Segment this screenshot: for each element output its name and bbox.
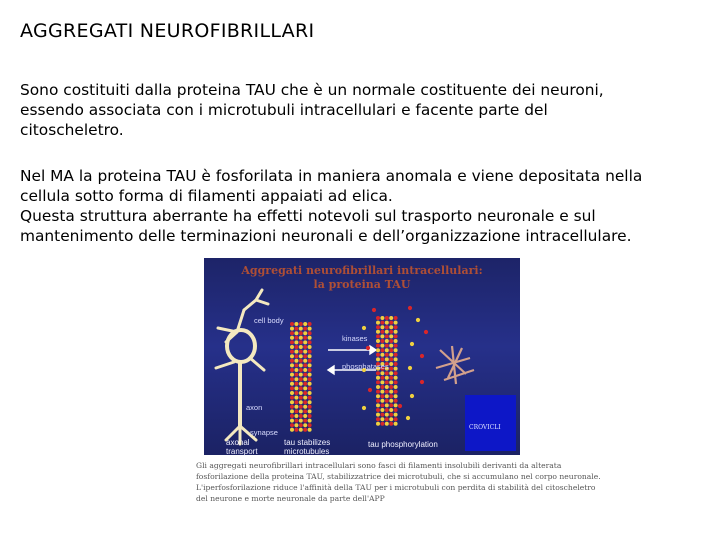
microtubule-bead <box>385 348 389 352</box>
microtubule-bead <box>376 399 380 403</box>
neuron-illustration <box>216 290 268 444</box>
microtubule-bead <box>303 423 307 427</box>
microtubule-bead <box>294 363 298 367</box>
microtubule-bead <box>385 344 389 348</box>
label-tau-phosphorylation: tau phosphorylation <box>368 440 438 449</box>
microtubule-bead <box>308 391 312 395</box>
microtubule-bead <box>294 423 298 427</box>
tau-bead <box>398 404 402 408</box>
microtubule-bead <box>299 423 303 427</box>
microtubule-bead <box>394 408 398 412</box>
microtubule-bead <box>389 367 393 371</box>
microtubule-bead <box>308 354 312 358</box>
microtubule-bead <box>380 321 384 325</box>
microtubule-bead <box>385 417 389 421</box>
microtubule-bead <box>303 373 307 377</box>
microtubule-bead <box>394 353 398 357</box>
microtubule-bead <box>389 413 393 417</box>
microtubule-bead <box>294 396 298 400</box>
dendrite <box>216 362 234 368</box>
tau-bead <box>408 366 412 370</box>
microtubule-bead <box>290 414 294 418</box>
microtubule-bead <box>294 377 298 381</box>
microtubule-bead <box>389 362 393 366</box>
microtubule-bead <box>308 414 312 418</box>
figure-caption <box>196 460 601 504</box>
microtubule-bead <box>294 368 298 372</box>
microtubule-bead <box>290 350 294 354</box>
microtubule-bead <box>294 322 298 326</box>
microtubule-bead <box>385 408 389 412</box>
microtubule-bead <box>380 325 384 329</box>
microtubule-bead <box>303 336 307 340</box>
microtubule-bead <box>389 348 393 352</box>
microtubule-bead <box>380 357 384 361</box>
microtubule-bead <box>389 371 393 375</box>
microtubule-bead <box>294 386 298 390</box>
microtubule-bead <box>303 322 307 326</box>
microtubule-bead <box>303 327 307 331</box>
microtubule-bead <box>376 403 380 407</box>
microtubule-bead <box>294 419 298 423</box>
microtubule-bead <box>394 385 398 389</box>
microtubule-bead <box>303 409 307 413</box>
paragraph-line: Nel MA la proteina TAU è fosforilata in maniera anomala e viene depositata nella <box>20 167 643 185</box>
microtubule-bead <box>380 394 384 398</box>
microtubule-bead <box>394 316 398 320</box>
microtubule-bead <box>376 413 380 417</box>
tau-bead <box>416 318 420 322</box>
microtubule-bead <box>376 380 380 384</box>
microtubule-bead <box>385 380 389 384</box>
microtubule-bead <box>380 417 384 421</box>
microtubule-bead <box>303 405 307 409</box>
tau-bead <box>366 346 370 350</box>
microtubule-bead <box>290 354 294 358</box>
microtubule-bead <box>299 359 303 363</box>
tau-bead <box>362 326 366 330</box>
microtubule-bead <box>376 390 380 394</box>
microtubule-bead <box>389 316 393 320</box>
label-tau-stabilizes: tau stabilizes microtubules <box>284 438 331 456</box>
microtubule-bead <box>290 391 294 395</box>
microtubule-bead <box>394 348 398 352</box>
microtubule-bead <box>299 414 303 418</box>
microtubule-bead <box>299 386 303 390</box>
microtubule-bead <box>303 345 307 349</box>
microtubule-bead <box>303 391 307 395</box>
microtubule-bead <box>385 394 389 398</box>
caption-line: fosforilazione della proteina TAU, stabilizzatrice dei microtubuli, che si accumulano nel corpo neuronale. <box>196 472 601 481</box>
microtubule-bead <box>385 376 389 380</box>
paragraph-line: citoscheletro. <box>20 121 124 139</box>
label-axon: axon <box>246 403 263 412</box>
microtubule-bead <box>394 367 398 371</box>
microtubule-bead <box>394 417 398 421</box>
microtubule-bead <box>299 354 303 358</box>
microtubule-bead <box>290 336 294 340</box>
microtubule-bead <box>294 400 298 404</box>
microtubule-bead <box>294 409 298 413</box>
paragraph-line: essendo associata con i microtubuli intracellulari e facente parte del <box>20 101 548 119</box>
microtubule-bead <box>380 408 384 412</box>
microtubule-bead <box>294 414 298 418</box>
microtubule-bead <box>299 409 303 413</box>
microtubule-bead <box>299 428 303 432</box>
microtubule-bead <box>308 345 312 349</box>
paragraph-line: cellula sotto forma di filamenti appaiati ad elica. <box>20 187 393 205</box>
microtubule-bead <box>376 325 380 329</box>
microtubule-bead <box>394 330 398 334</box>
microtubule-bead <box>385 390 389 394</box>
logo-text: CROVICLI <box>469 424 501 431</box>
microtubule-bead <box>299 331 303 335</box>
microtubule-bead <box>376 334 380 338</box>
microtubule-bead <box>380 316 384 320</box>
microtubule-bead <box>385 334 389 338</box>
microtubule-bead <box>389 344 393 348</box>
tau-bead <box>372 308 376 312</box>
microtubule-bead <box>294 391 298 395</box>
microtubule-bead <box>394 339 398 343</box>
tau-bead <box>406 416 410 420</box>
figure-title: Aggregati neurofibrillari intracellulari: <box>241 264 483 277</box>
microtubule-bead <box>308 350 312 354</box>
tau-bead <box>408 306 412 310</box>
dendrite <box>256 300 268 304</box>
paragraph-line: Sono costituiti dalla proteina TAU che è un normale costituente dei neuroni, <box>20 81 604 99</box>
microtubule-bead <box>308 428 312 432</box>
microtubule-bead <box>389 321 393 325</box>
microtubule-bead <box>294 340 298 344</box>
microtubule-bead <box>290 400 294 404</box>
page-title: AGGREGATI NEUROFIBRILLARI <box>20 20 315 42</box>
microtubule-bead <box>308 419 312 423</box>
microtubule-bead <box>290 368 294 372</box>
microtubule-bead <box>308 400 312 404</box>
microtubule-bead <box>380 330 384 334</box>
microtubule-bead <box>385 353 389 357</box>
microtubule-bead <box>294 345 298 349</box>
microtubule-bead <box>385 325 389 329</box>
microtubule-bead <box>299 336 303 340</box>
microtubule-bead <box>299 377 303 381</box>
microtubule-bead <box>303 428 307 432</box>
microtubule-bead <box>380 380 384 384</box>
microtubule-bead <box>294 428 298 432</box>
label-phosphatases: phosphatases <box>342 362 389 371</box>
microtubule-bead <box>299 350 303 354</box>
microtubule-bead <box>308 322 312 326</box>
microtubule-bead <box>299 368 303 372</box>
microtubule-bead <box>380 339 384 343</box>
microtubule-bead <box>380 353 384 357</box>
microtubule-bead <box>308 340 312 344</box>
microtubule-bead <box>394 390 398 394</box>
microtubule-bead <box>380 390 384 394</box>
microtubule-bead <box>385 385 389 389</box>
microtubule-bead <box>290 428 294 432</box>
microtubule-bead <box>290 345 294 349</box>
microtubule-bead <box>389 390 393 394</box>
microtubule-bead <box>389 330 393 334</box>
microtubule-bead <box>376 353 380 357</box>
microtubule-bead <box>376 330 380 334</box>
microtubule-bead <box>389 399 393 403</box>
microtubule-bead <box>294 354 298 358</box>
tau-figure <box>204 258 520 455</box>
dendrite <box>250 358 264 370</box>
paragraph-tau-description <box>20 80 710 140</box>
microtubule-bead <box>299 340 303 344</box>
logo-box <box>465 395 516 451</box>
microtubule-bead <box>380 422 384 426</box>
microtubule-bead <box>389 403 393 407</box>
microtubule-bead <box>385 339 389 343</box>
microtubule-bead <box>394 371 398 375</box>
microtubule-bead <box>376 371 380 375</box>
cell-body <box>227 330 255 362</box>
microtubule-bead <box>394 357 398 361</box>
microtubule-bead <box>299 363 303 367</box>
microtubule-bead <box>376 385 380 389</box>
microtubule-bead <box>308 368 312 372</box>
microtubule-bead <box>380 385 384 389</box>
tau-bead <box>420 354 424 358</box>
microtubule-bead <box>290 327 294 331</box>
label-synapse: synapse <box>250 428 278 437</box>
microtubule-bead <box>290 359 294 363</box>
microtubule-bead <box>380 371 384 375</box>
microtubule-bead <box>290 423 294 427</box>
microtubule-bead <box>308 377 312 381</box>
microtubule-bead <box>380 403 384 407</box>
microtubule-bead <box>380 344 384 348</box>
caption-line: Gli aggregati neurofibrillari intracellulari sono fasci di filamenti insolubili derivanti da alterata <box>196 461 562 470</box>
microtubule-bead <box>290 373 294 377</box>
microtubule-bead <box>303 331 307 335</box>
microtubule-bead <box>290 409 294 413</box>
microtubule-bead <box>385 330 389 334</box>
microtubule-bead <box>294 382 298 386</box>
microtubule-bead <box>303 377 307 381</box>
microtubule-bead <box>303 354 307 358</box>
microtubule-bead <box>290 382 294 386</box>
microtubule-bead <box>294 350 298 354</box>
microtubule-bead <box>303 340 307 344</box>
microtubule-bead <box>308 423 312 427</box>
paragraph-tau-alzheimer <box>20 166 710 246</box>
microtubule-bead <box>376 339 380 343</box>
figure-subtitle: la proteina TAU <box>313 278 411 291</box>
microtubule-bead <box>290 405 294 409</box>
microtubule-bead <box>303 386 307 390</box>
microtubule-bead <box>385 321 389 325</box>
microtubule-bead <box>308 327 312 331</box>
microtubule-bead <box>294 359 298 363</box>
tau-bead <box>410 394 414 398</box>
microtubule-bead <box>394 422 398 426</box>
label-kinases: kinases <box>342 334 368 343</box>
microtubule-bead <box>299 396 303 400</box>
paragraph-line: mantenimento delle terminazioni neuronali e dell’organizzazione intracellulare. <box>20 227 632 245</box>
microtubule-bead <box>299 382 303 386</box>
microtubule-bead <box>394 394 398 398</box>
microtubule-bead <box>380 399 384 403</box>
microtubule-bead <box>308 382 312 386</box>
microtubule-bead <box>385 413 389 417</box>
tau-bead <box>420 380 424 384</box>
microtubule-bead <box>389 325 393 329</box>
microtubule-bead <box>376 344 380 348</box>
microtubule-bead <box>303 368 307 372</box>
microtubule-bead <box>308 405 312 409</box>
tau-bead <box>424 330 428 334</box>
microtubule-bead <box>385 371 389 375</box>
microtubule-bead <box>290 386 294 390</box>
microtubule-bead <box>303 400 307 404</box>
paragraph-line: Questa struttura aberrante ha effetti notevoli sul trasporto neuronale e sul <box>20 207 596 225</box>
tangle-illustration <box>436 346 474 384</box>
microtubule-bead <box>376 394 380 398</box>
microtubule-bead <box>303 419 307 423</box>
tau-bead <box>362 406 366 410</box>
microtubule-bead <box>308 409 312 413</box>
microtubule-bead <box>376 422 380 426</box>
microtubule-bead <box>299 327 303 331</box>
microtubule-bead <box>290 396 294 400</box>
microtubule-bead <box>303 350 307 354</box>
microtubule-bead <box>376 316 380 320</box>
microtubule-bead <box>376 357 380 361</box>
microtubule-bead <box>303 382 307 386</box>
microtubule-bead <box>389 353 393 357</box>
microtubule-bead <box>389 334 393 338</box>
microtubule-bead <box>294 336 298 340</box>
microtubule-bead <box>303 359 307 363</box>
microtubule-bead <box>290 322 294 326</box>
microtubule-bead <box>385 422 389 426</box>
microtubule-bead <box>389 376 393 380</box>
microtubule-bead <box>303 363 307 367</box>
microtubule-bead <box>290 340 294 344</box>
microtubule-bead <box>376 408 380 412</box>
microtubule-bead <box>308 359 312 363</box>
microtubule-bead <box>290 331 294 335</box>
microtubule-bead <box>389 357 393 361</box>
microtubule-bead <box>376 417 380 421</box>
microtubule-bead <box>380 334 384 338</box>
microtubule-bead <box>394 403 398 407</box>
microtubule-bead <box>394 380 398 384</box>
microtubule-bead <box>376 376 380 380</box>
microtubule-bead <box>299 391 303 395</box>
microtubule-bead <box>308 373 312 377</box>
microtubule-bead <box>389 408 393 412</box>
microtubule-bead <box>299 373 303 377</box>
microtubule-bead <box>308 363 312 367</box>
microtubule-bead <box>394 321 398 325</box>
microtubule-bead <box>380 413 384 417</box>
microtubule-bead <box>294 327 298 331</box>
tau-bead <box>368 388 372 392</box>
microtubule-bead <box>308 386 312 390</box>
microtubule-left <box>290 322 312 432</box>
microtubule-bead <box>394 399 398 403</box>
label-cell-body: cell body <box>254 316 284 325</box>
microtubule-bead <box>376 348 380 352</box>
microtubule-bead <box>394 325 398 329</box>
microtubule-bead <box>290 377 294 381</box>
microtubule-bead <box>294 405 298 409</box>
microtubule-bead <box>389 394 393 398</box>
microtubule-bead <box>308 396 312 400</box>
microtubule-bead <box>294 331 298 335</box>
microtubule-bead <box>394 334 398 338</box>
microtubule-bead <box>376 321 380 325</box>
microtubule-bead <box>389 339 393 343</box>
microtubule-bead <box>389 422 393 426</box>
caption-line: del neurone e morte neuronale da parte dell'APP <box>196 494 385 503</box>
microtubule-bead <box>294 373 298 377</box>
microtubule-bead <box>394 413 398 417</box>
microtubule-bead <box>389 385 393 389</box>
microtubule-bead <box>385 399 389 403</box>
caption-line: L'iperfosforilazione riduce l'affinità della TAU per i microtubuli con perdita di stabilità del citoscheletro <box>196 483 596 492</box>
microtubule-bead <box>394 344 398 348</box>
microtubule-bead <box>299 405 303 409</box>
microtubule-bead <box>299 419 303 423</box>
microtubule-bead <box>299 322 303 326</box>
microtubule-bead <box>308 331 312 335</box>
microtubule-bead <box>380 376 384 380</box>
microtubule-bead <box>380 348 384 352</box>
microtubule-bead <box>303 414 307 418</box>
microtubule-bead <box>385 403 389 407</box>
tau-bead <box>410 342 414 346</box>
microtubule-bead <box>394 376 398 380</box>
microtubule-bead <box>290 419 294 423</box>
microtubule-bead <box>385 357 389 361</box>
microtubule-bead <box>389 417 393 421</box>
microtubule-bead <box>308 336 312 340</box>
microtubule-bead <box>303 396 307 400</box>
microtubule-bead <box>394 362 398 366</box>
label-axonal-transport: axonal transport <box>226 438 258 456</box>
microtubule-bead <box>299 400 303 404</box>
microtubule-bead <box>299 345 303 349</box>
microtubule-bead <box>389 380 393 384</box>
microtubule-bead <box>385 316 389 320</box>
microtubule-bead <box>290 363 294 367</box>
